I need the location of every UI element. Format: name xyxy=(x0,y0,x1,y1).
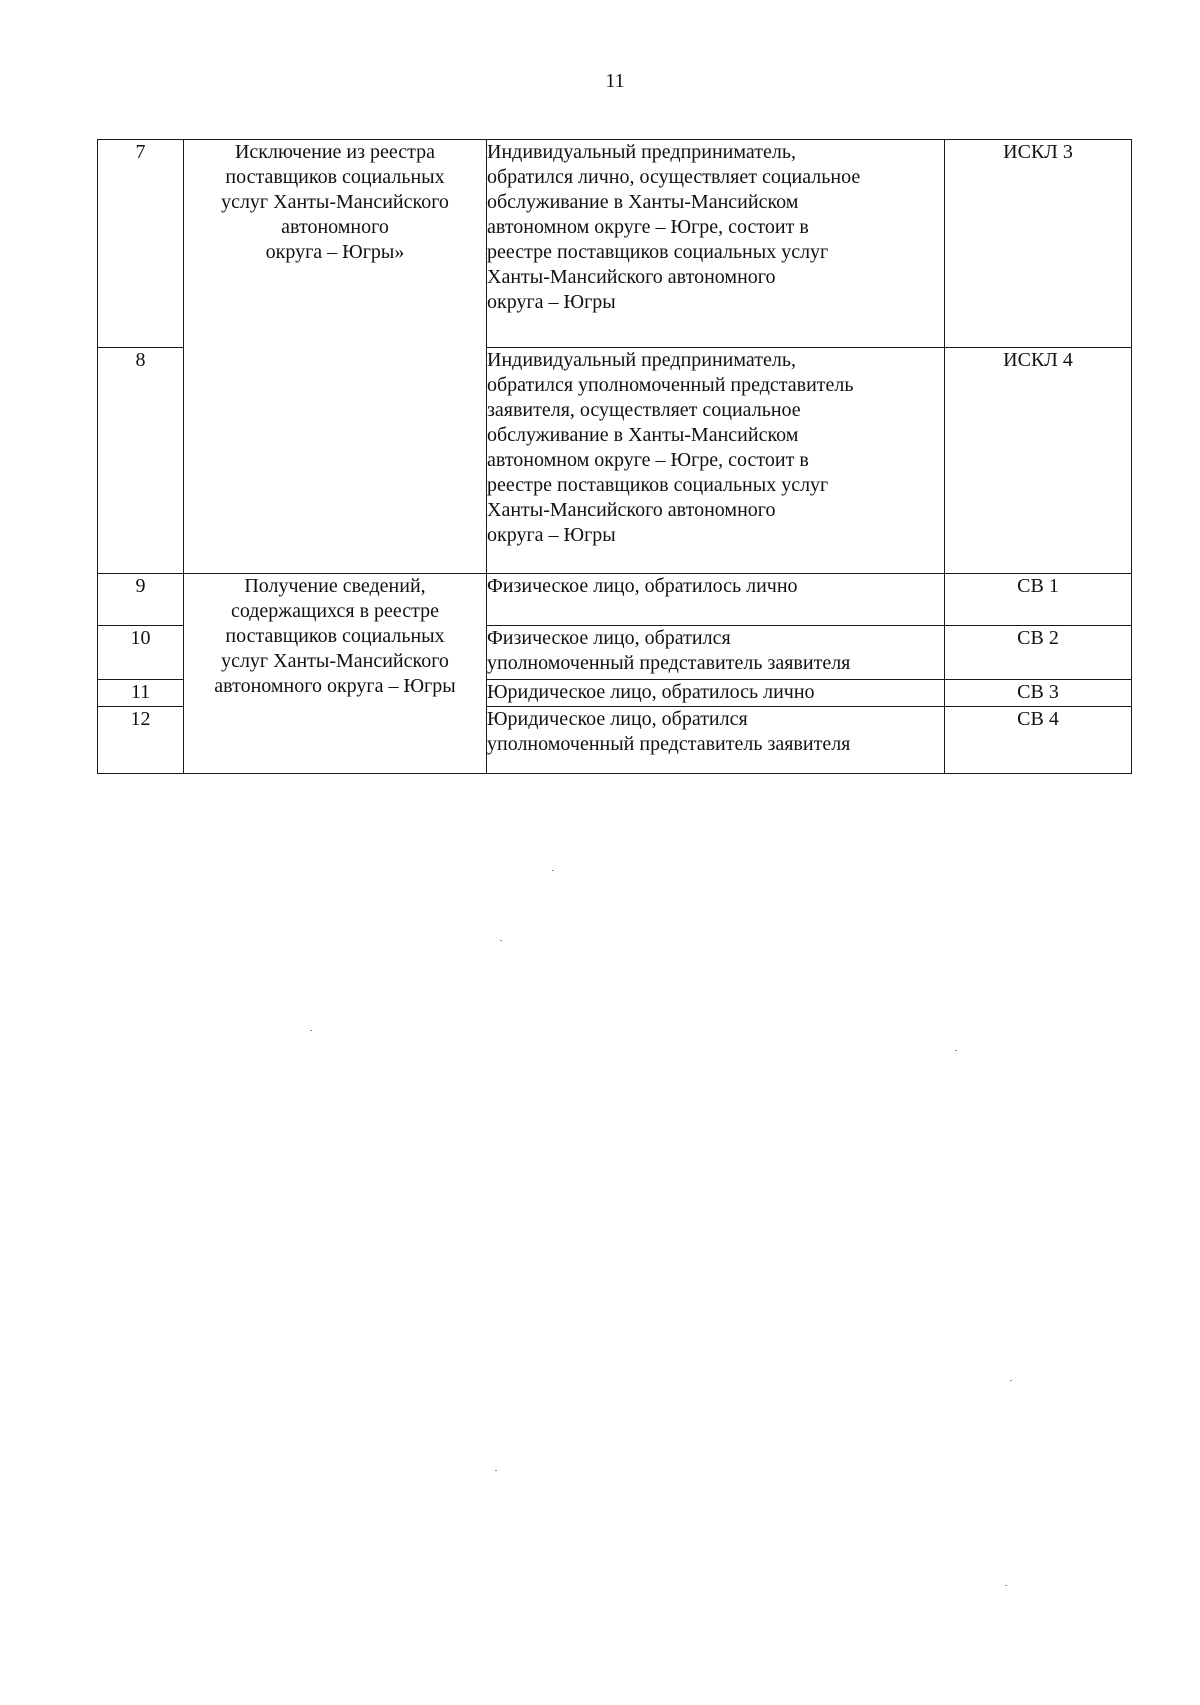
applicant-description: Физическое лицо, обратилось лично xyxy=(487,574,945,626)
service-name: Получение сведений, содержащихся в реестре поставщиков социальных услуг Ханты-Мансийского автономного округа – Югры xyxy=(184,574,487,774)
applicant-description: Индивидуальный предприниматель, обратился лично, осуществляет социальное обслуживание в Ханты-Мансийском автономном округе – Югре, состоит в реестре поставщиков социальных услуг Ханты-Мансийского автономного округа – Югры xyxy=(487,140,945,348)
scan-speck xyxy=(552,870,554,871)
service-name: Исключение из реестра поставщиков социальных услуг Ханты-Мансийского автономного округа – Югры» xyxy=(184,140,487,574)
table-row xyxy=(98,140,1132,348)
page-number: 11 xyxy=(605,70,625,92)
service-code: СВ 1 xyxy=(945,574,1132,626)
row-number: 10 xyxy=(98,626,184,680)
applicant-description: Юридическое лицо, обратился уполномоченный представитель заявителя xyxy=(487,707,945,774)
table-row xyxy=(98,574,1132,626)
service-code: СВ 2 xyxy=(945,626,1132,680)
service-code: СВ 4 xyxy=(945,707,1132,774)
row-number: 12 xyxy=(98,707,184,774)
applicant-description: Юридическое лицо, обратилось лично xyxy=(487,680,945,707)
scan-speck xyxy=(955,1050,957,1051)
row-number: 11 xyxy=(98,680,184,707)
scan-speck xyxy=(1010,1380,1012,1381)
row-number: 9 xyxy=(98,574,184,626)
applicant-description: Индивидуальный предприниматель, обратился уполномоченный представитель заявителя, осуществляет социальное обслуживание в Ханты-Мансийском автономном округе – Югре, состоит в реестре поставщиков социальных услуг Ханты-Мансийского автономного округа – Югры xyxy=(487,348,945,574)
service-code: ИСКЛ 4 xyxy=(945,348,1132,574)
scan-speck xyxy=(1005,1585,1007,1586)
row-number: 7 xyxy=(98,140,184,348)
scan-speck xyxy=(500,940,502,941)
applicant-description: Физическое лицо, обратился уполномоченный представитель заявителя xyxy=(487,626,945,680)
service-code: СВ 3 xyxy=(945,680,1132,707)
service-code: ИСКЛ 3 xyxy=(945,140,1132,348)
scan-speck xyxy=(495,1470,497,1471)
row-number: 8 xyxy=(98,348,184,574)
scan-speck xyxy=(310,1030,312,1031)
services-table xyxy=(97,139,1132,774)
